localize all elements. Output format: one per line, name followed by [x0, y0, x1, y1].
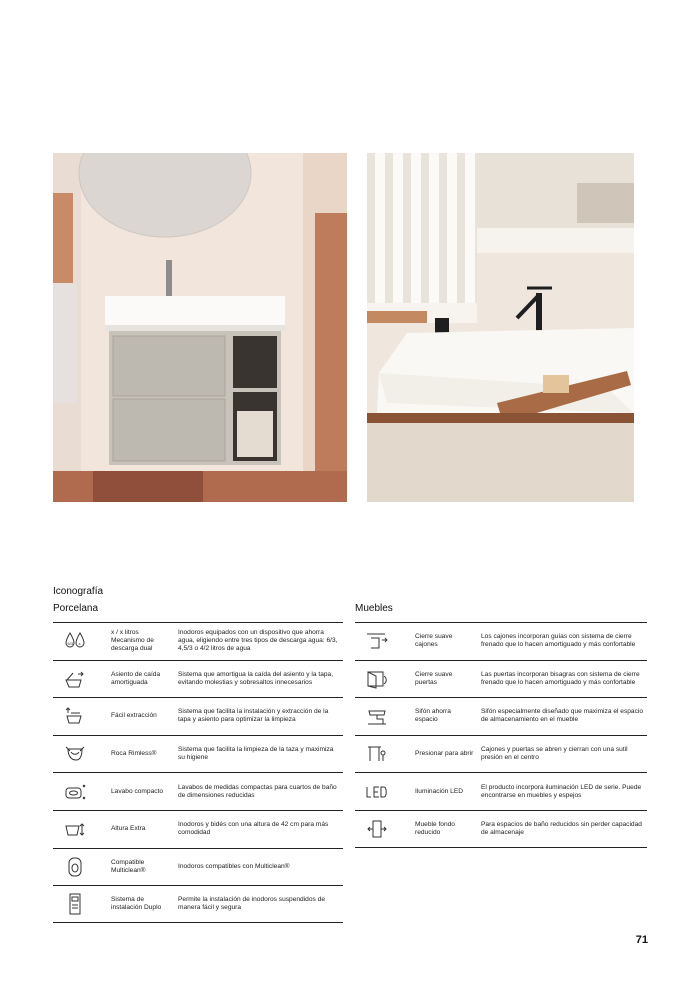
table-row: [53, 848, 343, 886]
rimless-toilet-icon: [53, 736, 97, 773]
table-row: [355, 772, 647, 810]
easy-removal-seat-icon: [53, 698, 97, 735]
section-title: Iconografía: [53, 586, 104, 597]
table-row: [53, 660, 343, 698]
countertop-basin-photo: [367, 153, 634, 502]
feature-name: Asiento de caída amortiguada: [111, 670, 161, 686]
reduced-depth-icon: [355, 811, 399, 847]
feature-description: Sistema que amortigua la caída del asiento y la tapa, evitando molestias y sobresaltos innecesarios: [178, 670, 334, 686]
feature-description: Sistema que facilita la limpieza de la taza y maximiza su higiene: [178, 746, 334, 762]
duplo-frame-icon: [53, 886, 97, 922]
table-row: [355, 810, 647, 848]
soft-close-drawer-icon: [355, 623, 399, 660]
feature-description: Inodoros y bidés con una altura de 42 cm para más comodidad: [178, 821, 329, 837]
feature-description: Sifón especialmente diseñado que maximiza el espacio de almacenamiento en el mueble: [481, 708, 644, 724]
compact-basin-icon: [53, 773, 97, 810]
feature-name: Cierre suave cajones: [415, 633, 453, 649]
feature-description: Inodoros equipados con un dispositivo que ahorra agua, eligiendo entre tres tipos de descarga agua: 6/3, 4,5/3 o 4/2 litros de agua: [178, 629, 338, 653]
porcelana-table: [53, 622, 343, 923]
feature-name: Compatible Multiclean®: [111, 858, 146, 874]
table-row: [53, 810, 343, 848]
feature-description: Los cajones incorporan guías con sistema de cierre frenado que lo hacen amortiguado y más confortable: [481, 633, 636, 649]
soft-close-door-icon: [355, 661, 399, 698]
table-row: [355, 660, 647, 698]
feature-name: Mueble fondo reducido: [415, 820, 455, 836]
push-to-open-icon: [355, 736, 399, 773]
feature-description: Para espacios de baño reducidos sin perder capacidad de almacenaje: [481, 820, 642, 836]
feature-name: Presionar para abrir: [415, 750, 474, 758]
water-drops-icon: [53, 623, 97, 660]
feature-description: Permite la instalación de inodoros suspendidos de manera fácil y segura: [178, 895, 325, 911]
soft-close-seat-icon: [53, 661, 97, 698]
feature-description: Sistema que facilita la instalación y extracción de la tapa y asiento para optimizar la limpieza: [178, 708, 329, 724]
feature-name: Fácil extracción: [111, 712, 157, 720]
svg-text:x: x: [78, 641, 81, 647]
feature-description: Cajones y puertas se abren y cierran con una sutil presión en el centro: [481, 746, 628, 762]
feature-name: Roca Rimless®: [111, 750, 157, 758]
page-number: 71: [635, 934, 648, 946]
feature-description: El producto incorpora iluminación LED de serie. Puede encontrarse en muebles y espejos: [481, 783, 642, 799]
feature-name: Sifón ahorra espacio: [415, 708, 451, 724]
porcelana-title: Porcelana: [53, 603, 99, 614]
table-row: [53, 697, 343, 735]
muebles-title: Muebles: [355, 603, 393, 614]
extra-height-icon: [53, 811, 97, 848]
feature-description: Lavabos de medidas compactas para cuartos de baño de dimensiones reducidas: [178, 783, 337, 799]
table-row: [53, 885, 343, 923]
svg-text:6/3: 6/3: [67, 641, 74, 647]
table-row: [53, 772, 343, 810]
table-row: [53, 622, 343, 660]
feature-name: Lavabo compacto: [111, 787, 164, 795]
vanity-unit-photo: [53, 153, 347, 502]
feature-name: Iluminación LED: [415, 787, 464, 795]
feature-name: Cierre suave puertas: [415, 670, 453, 686]
feature-description: Inodoros compatibles con Multiclean®: [178, 862, 290, 870]
muebles-table: [355, 622, 647, 848]
multiclean-icon: [53, 849, 97, 886]
table-row: [355, 622, 647, 660]
led-icon: [355, 773, 399, 810]
space-saving-siphon-icon: [355, 698, 399, 735]
table-row: [355, 697, 647, 735]
table-row: [53, 735, 343, 773]
table-row: [355, 735, 647, 773]
feature-name: x / x litros Mecanismo de descarga dual: [111, 629, 154, 653]
feature-description: Las puertas incorporan bisagras con sistema de cierre frenado que lo hacen amortiguado y más confortable: [481, 670, 640, 686]
feature-name: Altura Extra: [111, 825, 146, 833]
feature-name: Sistema de instalación Duplo: [111, 895, 162, 911]
